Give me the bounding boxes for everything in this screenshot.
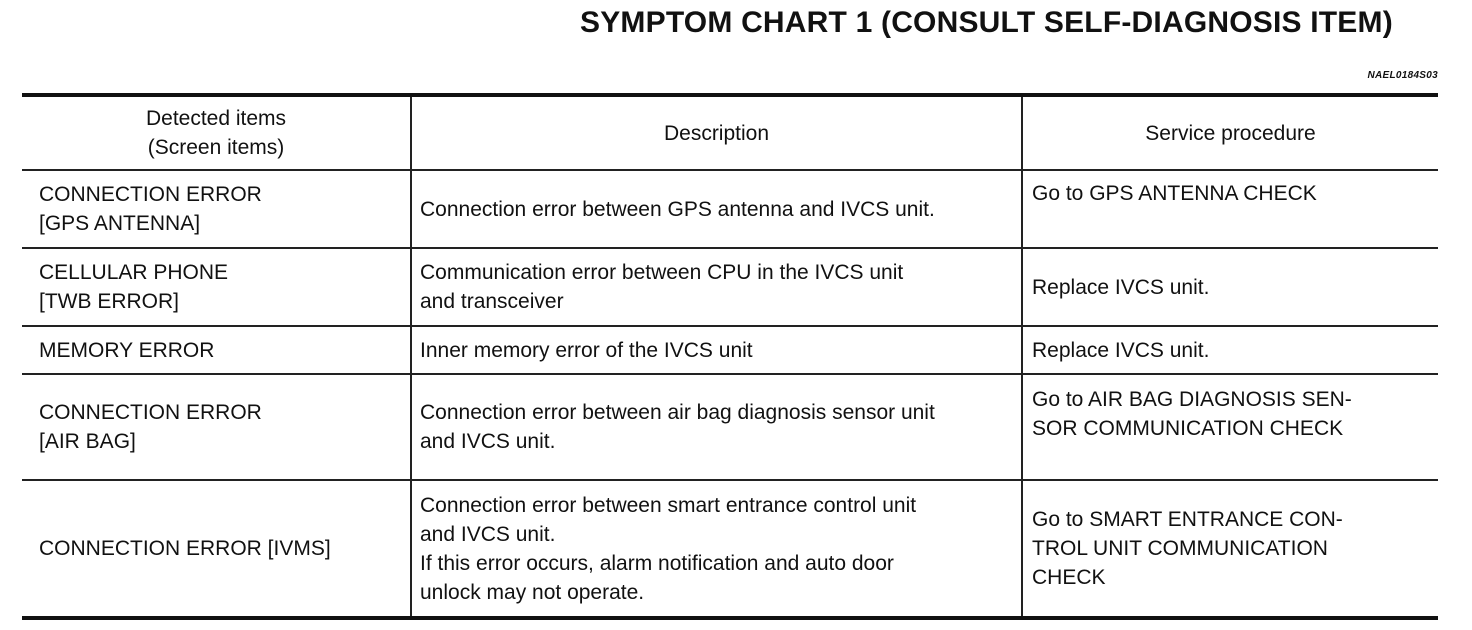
cell-detected [22, 248, 411, 326]
cell-service [1022, 248, 1438, 326]
cell-line: Replace IVCS unit. [1032, 338, 1210, 362]
document-id: NAEL0184S03 [1367, 70, 1438, 81]
cell-detected [22, 170, 411, 248]
table-row [22, 170, 1438, 248]
cell-line: CONNECTION ERROR [39, 183, 262, 206]
cell-line: Go to GPS ANTENNA CHECK [1032, 182, 1317, 205]
cell-line: Replace IVCS unit. [1032, 275, 1210, 299]
cell-line: CELLULAR PHONE [39, 261, 229, 284]
table-row [22, 374, 1438, 480]
header-description: Description [411, 95, 1022, 170]
cell-line: Connection error between smart entrance control unit [420, 493, 917, 517]
cell-line: and IVCS unit. [420, 522, 556, 546]
cell-service [1022, 170, 1438, 248]
cell-description [411, 326, 1022, 374]
cell-detected [22, 480, 411, 618]
cell-line: CHECK [1032, 566, 1106, 589]
cell-line: SOR COMMUNICATION CHECK [1032, 417, 1344, 440]
table-row [22, 480, 1438, 618]
page-title: SYMPTOM CHART 1 (CONSULT SELF-DIAGNOSIS ITEM) [580, 6, 1393, 39]
cell-description [411, 374, 1022, 480]
cell-description [411, 170, 1022, 248]
header-detected-line: (Screen items) [147, 136, 285, 159]
cell-line: MEMORY ERROR [39, 338, 215, 362]
cell-description [411, 248, 1022, 326]
cell-line: [AIR BAG] [39, 430, 136, 453]
cell-line: CONNECTION ERROR [39, 401, 262, 424]
cell-line: Inner memory error of the IVCS unit [420, 338, 753, 362]
header-row [22, 95, 1438, 170]
cell-line: Communication error between CPU in the IVCS unit [420, 261, 904, 284]
cell-line: Connection error between GPS antenna and IVCS unit. [420, 197, 935, 221]
cell-description [411, 480, 1022, 618]
cell-line: TROL UNIT COMMUNICATION [1032, 537, 1328, 560]
cell-service [1022, 480, 1438, 618]
cell-service [1022, 326, 1438, 374]
cell-line: and transceiver [420, 290, 564, 313]
cell-line: CONNECTION ERROR [IVMS] [39, 537, 331, 560]
header-service-procedure: Service procedure [1022, 95, 1438, 170]
cell-line: If this error occurs, alarm notification and auto door [420, 551, 894, 575]
cell-service [1022, 374, 1438, 480]
cell-line: Go to SMART ENTRANCE CON- [1032, 508, 1343, 531]
cell-line: [GPS ANTENNA] [39, 212, 201, 235]
table-row [22, 248, 1438, 326]
cell-line: and IVCS unit. [420, 430, 556, 453]
cell-line: [TWB ERROR] [39, 290, 179, 313]
symptom-table [22, 93, 1438, 620]
table-row [22, 326, 1438, 374]
cell-detected [22, 326, 411, 374]
cell-line: Go to AIR BAG DIAGNOSIS SEN- [1032, 388, 1352, 411]
header-detected-line: Detected items [145, 107, 287, 130]
cell-detected [22, 374, 411, 480]
cell-line: Connection error between air bag diagnosis sensor unit [420, 401, 935, 424]
header-detected-items [22, 95, 411, 170]
cell-line: unlock may not operate. [420, 580, 645, 604]
